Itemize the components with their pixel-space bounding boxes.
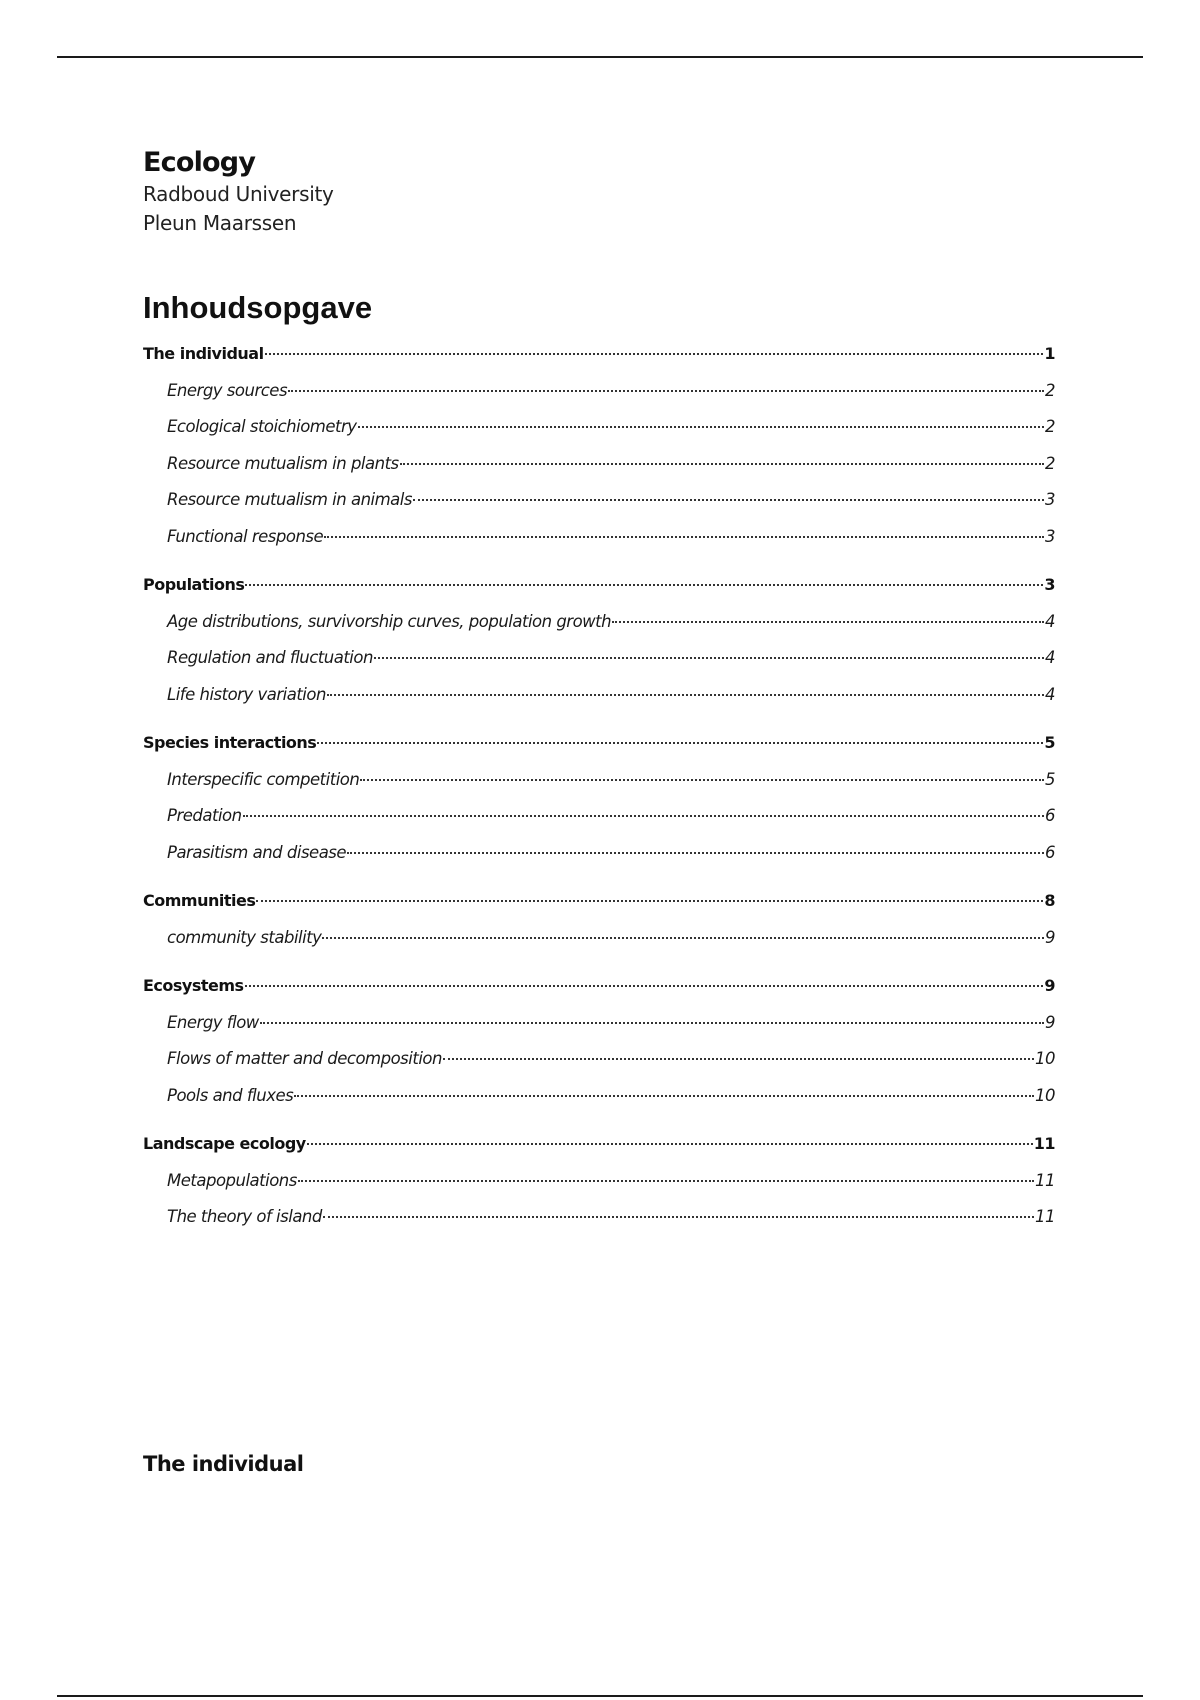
toc-entry-label: Ecosystems (143, 976, 244, 995)
toc-group (143, 575, 1055, 721)
toc-subentry-label: Flows of matter and decomposition (167, 1049, 442, 1068)
dot-leader (317, 742, 1043, 744)
toc-group (143, 344, 1055, 563)
toc-subentry-metapopulations[interactable] (143, 1171, 1055, 1208)
toc-subentry-label: Parasitism and disease (167, 842, 347, 862)
footer-rule (57, 1695, 1143, 1697)
toc-subentry-label: Pools and fluxes (167, 1085, 294, 1105)
toc-subentry-parasitism-disease[interactable] (143, 843, 1055, 880)
toc-subentry-label: The theory of island (167, 1207, 322, 1226)
toc-subentry-page: 3 (1045, 526, 1055, 546)
toc-subentry-energy-sources[interactable] (143, 381, 1055, 418)
institution: Radboud University (143, 182, 334, 206)
toc-subentry-interspecific-competition[interactable] (143, 770, 1055, 807)
toc-subentry-label: Regulation and fluctuation (167, 648, 373, 667)
dot-leader (307, 1143, 1033, 1145)
toc-subentry-page: 10 (1035, 1085, 1055, 1105)
toc-entry-page: 1 (1044, 344, 1055, 363)
toc-subentry-page: 5 (1045, 769, 1055, 789)
toc-subentry-page: 9 (1045, 1012, 1055, 1032)
dot-leader (358, 426, 1044, 428)
toc-subentry-label: Functional response (167, 526, 324, 546)
toc-subentry-page: 4 (1045, 648, 1055, 667)
toc-subentry-page: 11 (1035, 1170, 1055, 1190)
dot-leader (400, 463, 1044, 465)
toc-subentry-age-distributions[interactable] (143, 612, 1055, 649)
dot-leader (324, 536, 1044, 538)
toc-subentry-label: Energy flow (167, 1012, 259, 1032)
toc-subentry-community-stability[interactable] (143, 928, 1055, 965)
dot-leader (245, 985, 1044, 987)
toc-subentry-page: 2 (1045, 417, 1055, 436)
toc-subentry-label: Interspecific competition (167, 769, 360, 789)
toc-group (143, 733, 1055, 879)
toc-entry-species-interactions[interactable] (143, 733, 1055, 770)
toc-entry-label: The individual (143, 344, 264, 363)
toc-subentry-label: Life history variation (167, 684, 326, 704)
toc-entry-label: Communities (143, 891, 256, 910)
dot-leader (260, 1022, 1044, 1024)
dot-leader (347, 852, 1044, 854)
toc-subentry-label: Ecological stoichiometry (167, 417, 357, 436)
toc-subentry-label: Energy sources (167, 380, 288, 400)
toc-entry-label: Populations (143, 575, 245, 594)
dot-leader (360, 779, 1044, 781)
toc-entry-landscape-ecology[interactable] (143, 1134, 1055, 1171)
table-of-contents (143, 344, 1055, 1244)
author: Pleun Maarssen (143, 211, 297, 235)
toc-subentry-theory-of-island[interactable] (143, 1207, 1055, 1244)
dot-leader (256, 900, 1043, 902)
dot-leader (294, 1095, 1034, 1097)
toc-subentry-label: Predation (167, 806, 242, 825)
dot-leader (243, 815, 1044, 817)
document-body (143, 146, 1055, 1256)
toc-subentry-functional-response[interactable] (143, 527, 1055, 564)
toc-subentry-ecological-stoichiometry[interactable] (143, 417, 1055, 454)
toc-subentry-label: Age distributions, survivorship curves, population growth (167, 611, 612, 631)
toc-subentry-page: 11 (1035, 1207, 1055, 1226)
toc-subentry-label: Metapopulations (167, 1170, 297, 1190)
header-rule (57, 56, 1143, 58)
dot-leader (245, 584, 1043, 586)
dot-leader (265, 353, 1044, 355)
toc-entry-page: 11 (1033, 1134, 1055, 1153)
toc-subentry-life-history-variation[interactable] (143, 685, 1055, 722)
dot-leader (288, 390, 1044, 392)
toc-subentry-page: 2 (1045, 453, 1055, 473)
toc-subentry-flows-of-matter[interactable] (143, 1049, 1055, 1086)
toc-subentry-energy-flow[interactable] (143, 1013, 1055, 1050)
toc-subentry-page: 2 (1045, 380, 1055, 400)
dot-leader (327, 694, 1044, 696)
toc-entry-communities[interactable] (143, 891, 1055, 928)
dot-leader (323, 1216, 1034, 1218)
toc-subentry-page: 6 (1045, 842, 1055, 862)
toc-entry-the-individual[interactable] (143, 344, 1055, 381)
toc-entry-page: 5 (1044, 733, 1055, 752)
document-title: Ecology (143, 147, 256, 178)
toc-subentry-page: 4 (1045, 684, 1055, 704)
toc-subentry-predation[interactable] (143, 806, 1055, 843)
toc-entry-page: 9 (1044, 976, 1055, 995)
dot-leader (612, 621, 1044, 623)
toc-subentry-page: 9 (1045, 927, 1055, 947)
toc-heading: Inhoudsopgave (143, 290, 373, 325)
toc-subentry-page: 3 (1045, 490, 1055, 509)
toc-subentry-page: 6 (1045, 806, 1055, 825)
toc-entry-page: 8 (1044, 891, 1055, 910)
toc-subentry-label: community stability (167, 927, 322, 947)
toc-group (143, 891, 1055, 964)
toc-group (143, 1134, 1055, 1244)
toc-subentry-regulation-fluctuation[interactable] (143, 648, 1055, 685)
section-heading: The individual (143, 1452, 304, 1476)
toc-entry-page: 3 (1044, 575, 1055, 594)
toc-subentry-page: 10 (1035, 1049, 1055, 1068)
dot-leader (298, 1180, 1034, 1182)
toc-subentry-label: Resource mutualism in animals (167, 490, 412, 509)
dot-leader (374, 657, 1044, 659)
toc-entry-label: Landscape ecology (143, 1134, 306, 1153)
toc-subentry-page: 4 (1045, 611, 1055, 631)
dot-leader (413, 499, 1044, 501)
toc-entry-ecosystems[interactable] (143, 976, 1055, 1013)
toc-subentry-pools-and-fluxes[interactable] (143, 1086, 1055, 1123)
toc-subentry-label: Resource mutualism in plants (167, 453, 399, 473)
toc-entry-label: Species interactions (143, 733, 317, 752)
toc-entry-populations[interactable] (143, 575, 1055, 612)
toc-group (143, 976, 1055, 1122)
dot-leader (322, 937, 1044, 939)
dot-leader (443, 1058, 1034, 1060)
toc-subentry-resource-mutualism-plants[interactable] (143, 454, 1055, 491)
toc-subentry-resource-mutualism-animals[interactable] (143, 490, 1055, 527)
